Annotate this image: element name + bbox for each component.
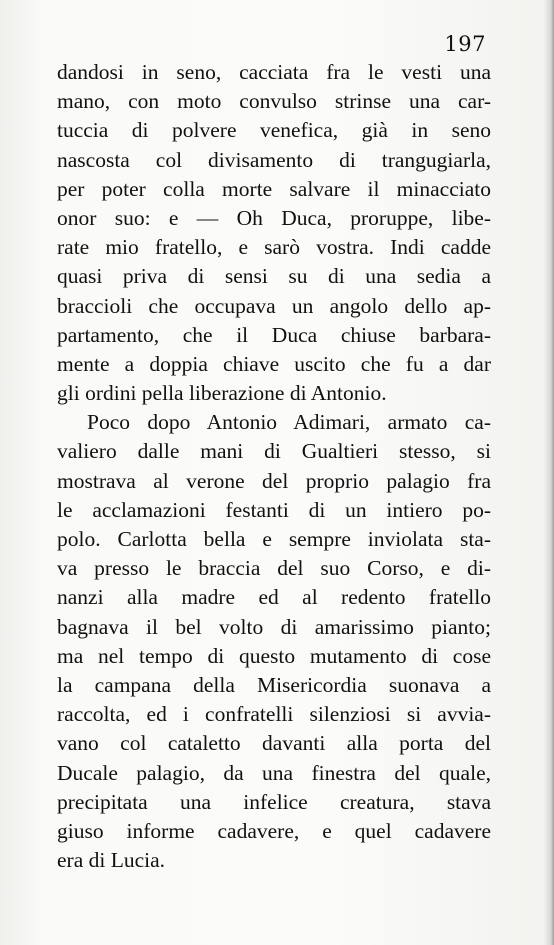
page-text (57, 58, 491, 875)
text-line: braccioli che occupava un angolo dello ap- (57, 293, 491, 318)
text-line: Ducale palagio, da una finestra del quale, (57, 760, 491, 785)
text-line: valiero dalle mani di Gualtieri stesso, si (57, 439, 491, 464)
text-line: giuso informe cadavere, e quel cadavere (57, 818, 491, 843)
text-line: precipitata una infelice creatura, stava (57, 789, 491, 814)
text-line: mente a doppia chiave uscito che fu a dar (57, 351, 491, 376)
text-line: quasi priva di sensi su di una sedia a (57, 264, 491, 289)
text-line: tuccia di polvere venefica, già in seno (57, 118, 491, 143)
text-line: onor suo: e — Oh Duca, proruppe, libe- (57, 205, 491, 230)
text-line: nanzi alla madre ed al redento fratello (57, 585, 491, 610)
text-line: polo. Carlotta bella e sempre inviolata sta- (57, 527, 491, 551)
text-line: nascosta col divisamento di trangugiarla, (57, 147, 491, 172)
text-line: la campana della Misericordia suonava a (57, 672, 491, 697)
text-line: mostrava al verone del proprio palagio fra (57, 468, 491, 493)
text-line: per poter colla morte salvare il minacciato (57, 176, 491, 201)
text-line: partamento, che il Duca chiuse barbara- (57, 322, 491, 347)
paragraph-end-line: era di Lucia. (57, 848, 166, 873)
page-edge-shadow (544, 0, 554, 945)
text-line: dandosi in seno, cacciata fra le vesti una (57, 60, 491, 84)
text-line: bagnava il bel volto di amarissimo pianto; (57, 614, 491, 639)
page-number: 197 (444, 32, 486, 56)
paragraph-end-line: gli ordini pella liberazione di Antonio. (57, 381, 387, 406)
paragraph-start-line: Poco dopo Antonio Adimari, armato ca- (87, 410, 491, 435)
text-line: va presso le braccia del suo Corso, e di- (57, 556, 491, 581)
text-line: mano, con moto convulso strinse una car- (57, 89, 491, 114)
text-line: rate mio fratello, e sarò vostra. Indi cadde (57, 235, 491, 260)
text-line: le acclamazioni festanti di un intiero po- (57, 497, 491, 522)
text-line: raccolta, ed i confratelli silenziosi si avvia- (57, 702, 491, 727)
text-line: ma nel tempo di questo mutamento di cose (57, 643, 491, 668)
text-line: vano col cataletto davanti alla porta del (57, 731, 491, 756)
